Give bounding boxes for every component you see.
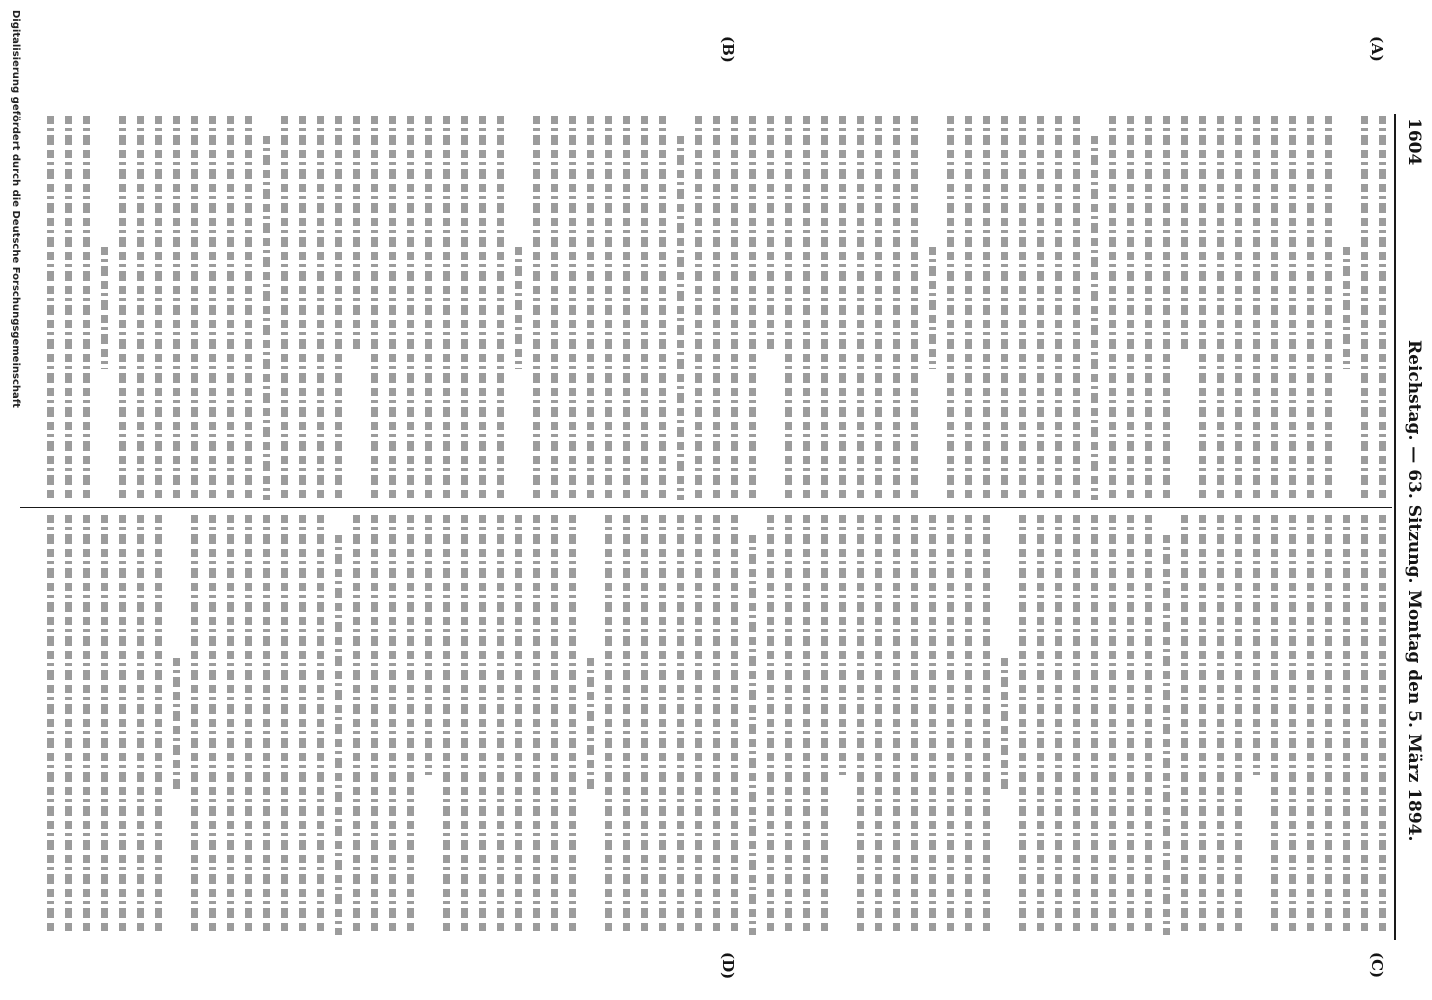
text-line-placeholder: [1343, 515, 1350, 935]
text-line-placeholder: [353, 116, 360, 354]
text-line-placeholder: [533, 515, 540, 935]
digitisation-credit: Digitalisierung gefördert durch die Deutsche Forschungsgemeinschaft: [10, 10, 21, 408]
text-line-placeholder: [695, 515, 702, 935]
text-line-placeholder: [659, 515, 666, 935]
text-line-placeholder: [47, 116, 54, 500]
text-line-placeholder: [137, 116, 144, 500]
text-line-placeholder: [1127, 515, 1134, 935]
text-line-placeholder: [353, 515, 360, 935]
text-line-placeholder: [1253, 515, 1260, 775]
text-line-placeholder: [191, 116, 198, 500]
text-line-placeholder: [1073, 515, 1080, 935]
text-line-placeholder: [443, 515, 450, 935]
text-line-placeholder: [1037, 116, 1044, 500]
text-line-placeholder: [299, 116, 306, 500]
text-line-placeholder: [191, 515, 198, 935]
text-line-placeholder: [1145, 116, 1152, 500]
text-line-placeholder: [83, 116, 90, 500]
text-line-placeholder: [407, 515, 414, 935]
text-line-placeholder: [317, 116, 324, 500]
text-line-placeholder: [137, 515, 144, 935]
text-line-placeholder: [1001, 658, 1008, 792]
text-line-placeholder: [1145, 515, 1152, 935]
text-line-placeholder: [659, 116, 666, 500]
text-line-placeholder: [1325, 515, 1332, 935]
text-line-placeholder: [713, 515, 720, 935]
text-line-placeholder: [587, 658, 594, 792]
text-line-placeholder: [65, 515, 72, 935]
header-rule: [1394, 114, 1396, 940]
text-line-placeholder: [1127, 116, 1134, 500]
text-line-placeholder: [497, 515, 504, 935]
text-line-placeholder: [227, 116, 234, 500]
text-line-placeholder: [857, 116, 864, 500]
text-line-placeholder: [299, 515, 306, 935]
text-line-placeholder: [1253, 116, 1260, 500]
text-line-placeholder: [515, 515, 522, 935]
text-line-placeholder: [1163, 535, 1170, 935]
text-line-placeholder: [1019, 515, 1026, 935]
text-line-placeholder: [1235, 116, 1242, 500]
text-line-placeholder: [407, 116, 414, 500]
text-line-placeholder: [1325, 116, 1332, 500]
text-line-placeholder: [641, 515, 648, 935]
text-line-placeholder: [839, 515, 846, 775]
text-line-placeholder: [767, 515, 774, 935]
text-line-placeholder: [821, 116, 828, 500]
page-header: [1398, 0, 1424, 1000]
text-line-placeholder: [263, 515, 270, 935]
column-marker-c: (C): [1368, 952, 1386, 979]
text-line-placeholder: [101, 247, 108, 370]
text-line-placeholder: [1019, 116, 1026, 500]
text-line-placeholder: [929, 515, 936, 935]
text-line-placeholder: [281, 515, 288, 935]
text-line-placeholder: [605, 116, 612, 500]
text-line-placeholder: [947, 515, 954, 935]
text-line-placeholder: [101, 515, 108, 935]
text-line-placeholder: [119, 515, 126, 935]
text-line-placeholder: [335, 116, 342, 500]
text-line-placeholder: [1361, 116, 1368, 500]
text-line-placeholder: [551, 116, 558, 500]
text-line-placeholder: [893, 515, 900, 935]
text-line-placeholder: [497, 116, 504, 500]
text-line-placeholder: [389, 515, 396, 935]
text-line-placeholder: [785, 116, 792, 500]
text-line-placeholder: [623, 515, 630, 935]
text-line-placeholder: [1091, 515, 1098, 935]
text-line-placeholder: [173, 658, 180, 792]
text-line-placeholder: [1217, 116, 1224, 500]
text-line-placeholder: [461, 116, 468, 500]
text-line-placeholder: [1001, 116, 1008, 500]
text-line-placeholder: [1073, 116, 1080, 500]
text-line-placeholder: [1289, 515, 1296, 935]
text-line-placeholder: [875, 116, 882, 500]
text-line-placeholder: [1289, 116, 1296, 500]
text-line-placeholder: [677, 136, 684, 500]
text-line-placeholder: [929, 247, 936, 370]
text-line-placeholder: [641, 116, 648, 500]
text-line-placeholder: [875, 515, 882, 935]
text-line-placeholder: [857, 515, 864, 935]
text-line-placeholder: [155, 116, 162, 500]
text-line-placeholder: [1037, 515, 1044, 935]
text-line-placeholder: [443, 116, 450, 500]
text-line-placeholder: [227, 515, 234, 935]
text-line-placeholder: [911, 116, 918, 500]
text-line-placeholder: [1343, 247, 1350, 370]
text-line-placeholder: [1361, 515, 1368, 935]
text-line-placeholder: [605, 515, 612, 935]
text-line-placeholder: [803, 515, 810, 935]
text-line-placeholder: [1271, 515, 1278, 935]
text-line-placeholder: [425, 515, 432, 775]
text-line-placeholder: [245, 116, 252, 500]
text-line-placeholder: [1055, 116, 1062, 500]
left-text-column: [24, 116, 1386, 500]
text-line-placeholder: [947, 116, 954, 500]
text-line-placeholder: [119, 116, 126, 500]
text-line-placeholder: [209, 515, 216, 935]
text-line-placeholder: [65, 116, 72, 500]
text-line-placeholder: [1199, 515, 1206, 935]
text-line-placeholder: [803, 116, 810, 500]
text-line-placeholder: [1199, 116, 1206, 500]
text-line-placeholder: [1163, 116, 1170, 500]
text-line-placeholder: [731, 515, 738, 935]
session-title: Reichstag. — 63. Sitzung.: [1404, 340, 1424, 584]
text-line-placeholder: [1109, 116, 1116, 500]
text-line-placeholder: [569, 515, 576, 935]
column-marker-d: (D): [719, 952, 737, 980]
text-line-placeholder: [1379, 515, 1386, 935]
text-line-placeholder: [983, 116, 990, 500]
text-line-placeholder: [965, 116, 972, 500]
text-line-placeholder: [623, 116, 630, 500]
text-line-placeholder: [209, 116, 216, 500]
text-line-placeholder: [695, 116, 702, 500]
text-line-placeholder: [1235, 515, 1242, 935]
text-line-placeholder: [1109, 515, 1116, 935]
text-line-placeholder: [749, 116, 756, 500]
page-number: 1604: [1404, 118, 1424, 166]
text-line-placeholder: [173, 116, 180, 500]
text-line-placeholder: [677, 515, 684, 935]
text-line-placeholder: [533, 116, 540, 500]
session-date: Montag den 5. März 1894.: [1404, 590, 1424, 842]
text-line-placeholder: [47, 515, 54, 935]
text-line-placeholder: [839, 116, 846, 500]
text-line-placeholder: [389, 116, 396, 500]
text-line-placeholder: [317, 515, 324, 935]
text-line-placeholder: [479, 515, 486, 935]
text-line-placeholder: [1217, 515, 1224, 935]
text-line-placeholder: [713, 116, 720, 500]
text-line-placeholder: [1307, 116, 1314, 500]
text-line-placeholder: [1181, 515, 1188, 935]
text-line-placeholder: [479, 116, 486, 500]
text-line-placeholder: [155, 515, 162, 935]
text-line-placeholder: [1181, 116, 1188, 354]
text-line-placeholder: [1307, 515, 1314, 935]
column-marker-a: (A): [1368, 36, 1386, 62]
text-line-placeholder: [551, 515, 558, 935]
text-line-placeholder: [821, 515, 828, 935]
text-line-placeholder: [245, 515, 252, 935]
text-line-placeholder: [767, 116, 774, 354]
text-line-placeholder: [335, 535, 342, 935]
text-line-placeholder: [515, 247, 522, 370]
text-line-placeholder: [461, 515, 468, 935]
text-line-placeholder: [1271, 116, 1278, 500]
text-line-placeholder: [965, 515, 972, 935]
text-line-placeholder: [1091, 136, 1098, 500]
text-line-placeholder: [983, 515, 990, 935]
right-text-column: [24, 515, 1386, 935]
text-line-placeholder: [893, 116, 900, 500]
text-line-placeholder: [749, 535, 756, 935]
text-line-placeholder: [731, 116, 738, 500]
text-line-placeholder: [785, 515, 792, 935]
text-line-placeholder: [1379, 116, 1386, 500]
column-divider: [20, 507, 1392, 508]
text-line-placeholder: [281, 116, 288, 500]
text-line-placeholder: [371, 515, 378, 935]
text-line-placeholder: [371, 116, 378, 500]
text-line-placeholder: [263, 136, 270, 500]
text-line-placeholder: [83, 515, 90, 935]
text-line-placeholder: [1055, 515, 1062, 935]
text-line-placeholder: [911, 515, 918, 935]
text-line-placeholder: [587, 116, 594, 500]
text-line-placeholder: [569, 116, 576, 500]
text-line-placeholder: [425, 116, 432, 500]
column-marker-b: (B): [719, 36, 737, 63]
